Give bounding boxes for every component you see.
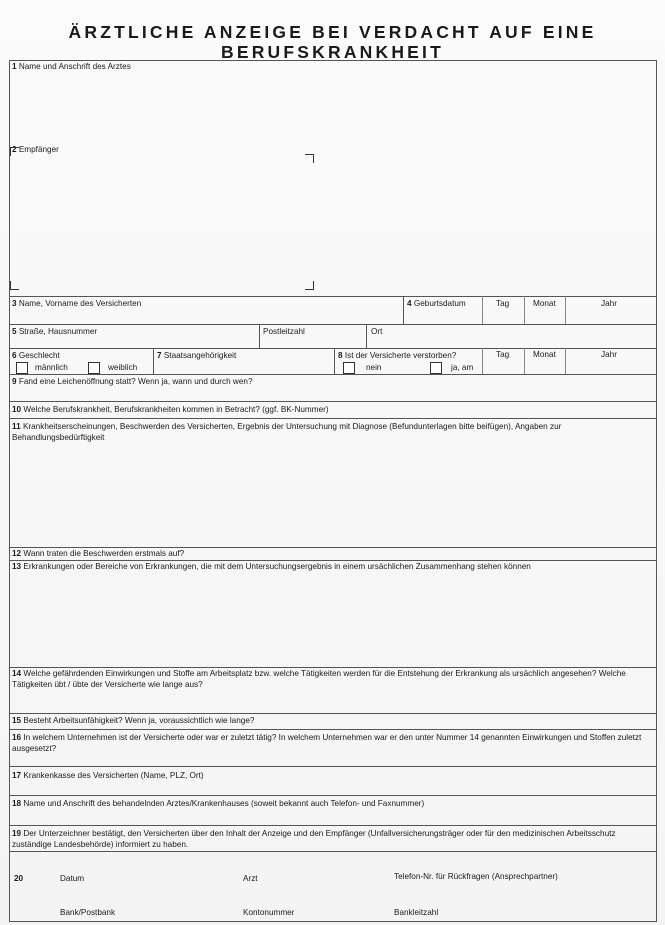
field-18-number: 18 bbox=[12, 799, 22, 808]
field-20-number bbox=[14, 874, 23, 885]
field-18-label bbox=[12, 799, 424, 810]
rule-row-19 bbox=[9, 825, 657, 826]
field-8-monat: Monat bbox=[533, 350, 556, 359]
rule-col-4-jahr bbox=[565, 296, 566, 324]
field-7-number: 7 bbox=[157, 351, 162, 360]
rule-row-6 bbox=[9, 348, 657, 349]
field-17-text: Krankenkasse des Versicherten (Name, PLZ, Ort) bbox=[23, 771, 204, 780]
field-4-text: Geburtsdatum bbox=[413, 299, 466, 308]
field-16-text: In welchem Unternehmen ist der Versicherte oder war er zuletzt tätig? In welchem Unternehmen war er den unter Nummer 14 genannten Einwirkungen und Stoffen zuletzt ausgesetzt? bbox=[12, 733, 642, 753]
form-title-line1: ÄRZTLICHE ANZEIGE BEI VERDACHT AUF EINE bbox=[68, 22, 597, 42]
rule-row-13 bbox=[9, 560, 657, 561]
field-16-label bbox=[12, 733, 652, 754]
field-10-label bbox=[12, 405, 329, 416]
field-8-nein: nein bbox=[366, 363, 382, 372]
field-2-label bbox=[12, 145, 59, 156]
checkbox-weiblich[interactable] bbox=[88, 362, 100, 374]
field-12-number: 12 bbox=[12, 549, 22, 558]
rule-col-4-monat bbox=[524, 296, 525, 324]
field-6-label bbox=[12, 351, 60, 362]
field-17-number: 17 bbox=[12, 771, 22, 780]
field-20-blz: Bankleitzahl bbox=[394, 908, 439, 917]
rule-row-14 bbox=[9, 667, 657, 668]
field-4-tag: Tag bbox=[496, 299, 510, 308]
field-13-number: 13 bbox=[12, 562, 22, 571]
rule-row-10 bbox=[9, 401, 657, 402]
field-14-number: 14 bbox=[12, 669, 22, 678]
field-20-bank: Bank/Postbank bbox=[60, 908, 116, 917]
field-20-number-text: 20 bbox=[14, 874, 24, 883]
field-6-weiblich: weiblich bbox=[108, 363, 138, 372]
form-title-line2: BERUFSKRANKHEIT bbox=[221, 42, 444, 62]
rule-col-4 bbox=[403, 296, 404, 324]
field-6-number: 6 bbox=[12, 351, 17, 360]
field-8-ja: ja, am bbox=[451, 363, 474, 372]
field-8-label bbox=[338, 351, 456, 362]
rule-row-18 bbox=[9, 795, 657, 796]
field-5-number: 5 bbox=[12, 327, 17, 336]
field-7-label bbox=[157, 351, 236, 362]
field-17-label bbox=[12, 771, 204, 782]
rule-col-plz bbox=[259, 324, 260, 348]
field-14-label bbox=[12, 669, 652, 690]
field-12-label bbox=[12, 549, 184, 560]
field-12-text: Wann traten die Beschwerden erstmals auf? bbox=[23, 549, 185, 558]
field-6-text: Geschlecht bbox=[18, 351, 60, 360]
field-4-monat: Monat bbox=[533, 299, 556, 308]
rule-row-3 bbox=[9, 296, 657, 297]
field-2-text: Empfänger bbox=[18, 145, 59, 154]
field-1-input-area[interactable] bbox=[12, 76, 652, 142]
field-2-input-area[interactable] bbox=[12, 158, 312, 288]
field-1-text: Name und Anschrift des Arztes bbox=[18, 62, 131, 71]
field-6-maennlich: männlich bbox=[35, 363, 68, 372]
address-corner-bottom-right bbox=[305, 281, 314, 290]
field-8-jahr: Jahr bbox=[601, 350, 617, 359]
field-14-text: Welche gefährdenden Einwirkungen und Stoffe am Arbeitsplatz bzw. welche Tätigkeiten werden für die Entstehung der Erkrankung als ursächlich angesehen? Welche Tätigkeiten übt / übte der Versicherte wie lange aus? bbox=[12, 669, 626, 689]
field-9-text: Fand eine Leichenöffnung statt? Wenn ja, wann und durch wen? bbox=[18, 377, 253, 386]
field-11-label bbox=[12, 422, 652, 443]
field-4-label bbox=[407, 299, 466, 310]
field-13-input-area[interactable] bbox=[12, 576, 652, 664]
field-11-text: Krankheitserscheinungen, Beschwerden des Versicherten, Ergebnis der Untersuchung mit Diagnose (Befundunterlagen bitte beifügen), Angaben zur Behandlungsbedürftigkeit bbox=[12, 422, 562, 442]
field-3-label bbox=[12, 299, 141, 310]
field-20-konto: Kontonummer bbox=[243, 908, 295, 917]
rule-row-20 bbox=[9, 851, 657, 852]
field-5-label bbox=[12, 327, 97, 338]
field-15-label bbox=[12, 716, 254, 727]
field-19-number: 19 bbox=[12, 829, 22, 838]
address-corner-top-left bbox=[10, 147, 19, 156]
address-corner-bottom-left bbox=[10, 281, 19, 290]
field-13-label bbox=[12, 562, 531, 573]
field-1-number: 1 bbox=[12, 62, 17, 71]
field-8-text: Ist der Versicherte verstorben? bbox=[344, 351, 457, 360]
field-8-tag: Tag bbox=[496, 350, 510, 359]
rule-row-16 bbox=[9, 729, 657, 730]
field-7-text: Staatsangehörigkeit bbox=[163, 351, 237, 360]
rule-col-ort bbox=[366, 324, 367, 348]
field-20-input-area[interactable] bbox=[12, 886, 652, 906]
rule-row-9 bbox=[9, 374, 657, 375]
field-9-number: 9 bbox=[12, 377, 17, 386]
checkbox-nein[interactable] bbox=[343, 362, 355, 374]
field-11-number: 11 bbox=[12, 422, 21, 431]
field-18-text: Name und Anschrift des behandelnden Arztes/Krankenhauses (soweit bekannt auch Telefon- und Faxnummer) bbox=[23, 799, 425, 808]
rule-col-8-tag bbox=[482, 348, 483, 374]
checkbox-maennlich[interactable] bbox=[16, 362, 28, 374]
field-5-plz: Postleitzahl bbox=[263, 327, 305, 336]
field-19-label bbox=[12, 829, 652, 850]
rule-col-8-monat bbox=[524, 348, 525, 374]
field-15-number: 15 bbox=[12, 716, 22, 725]
field-11-input-area[interactable] bbox=[12, 446, 652, 544]
rule-row-15 bbox=[9, 713, 657, 714]
rule-col-4-tag bbox=[482, 296, 483, 324]
address-corner-top-right bbox=[305, 154, 314, 163]
field-10-number: 10 bbox=[12, 405, 22, 414]
field-10-text: Welche Berufskrankheit, Berufskrankheiten kommen in Betracht? (ggf. BK-Nummer) bbox=[23, 405, 329, 414]
field-4-number: 4 bbox=[407, 299, 412, 308]
checkbox-ja[interactable] bbox=[430, 362, 442, 374]
field-19-text: Der Unterzeichner bestätigt, den Versicherten über den Inhalt der Anzeige und den Empfänger (Unfallversicherungsträger oder für den medizinischen Arbeitsschutz zuständige Landesbehörde) informiert zu haben. bbox=[12, 829, 616, 849]
field-20-arzt: Arzt bbox=[243, 874, 258, 883]
field-20-telefon: Telefon-Nr. für Rückfragen (Ansprechpartner) bbox=[394, 872, 558, 881]
rule-col-8 bbox=[334, 348, 335, 374]
field-13-text: Erkrankungen oder Bereiche von Erkrankungen, die mit dem Untersuchungsergebnis in einem ursächlichen Zusammenhang stehen können bbox=[23, 562, 531, 571]
rule-row-17 bbox=[9, 766, 657, 767]
field-3-text: Name, Vorname des Versicherten bbox=[18, 299, 142, 308]
field-16-number: 16 bbox=[12, 733, 22, 742]
rule-row-5 bbox=[9, 324, 657, 325]
field-8-number: 8 bbox=[338, 351, 343, 360]
field-5-ort: Ort bbox=[371, 327, 383, 336]
field-20-datum: Datum bbox=[60, 874, 85, 883]
field-4-jahr: Jahr bbox=[601, 299, 617, 308]
rule-row-11 bbox=[9, 418, 657, 419]
field-15-text: Besteht Arbeitsunfähigkeit? Wenn ja, voraussichtlich wie lange? bbox=[23, 716, 255, 725]
field-9-label bbox=[12, 377, 253, 388]
field-1-label bbox=[12, 62, 131, 73]
field-2-number: 2 bbox=[12, 145, 17, 154]
rule-row-12 bbox=[9, 547, 657, 548]
field-3-number: 3 bbox=[12, 299, 17, 308]
field-5-text: Straße, Hausnummer bbox=[18, 327, 98, 336]
rule-col-7 bbox=[153, 348, 154, 374]
rule-col-8-jahr bbox=[565, 348, 566, 374]
